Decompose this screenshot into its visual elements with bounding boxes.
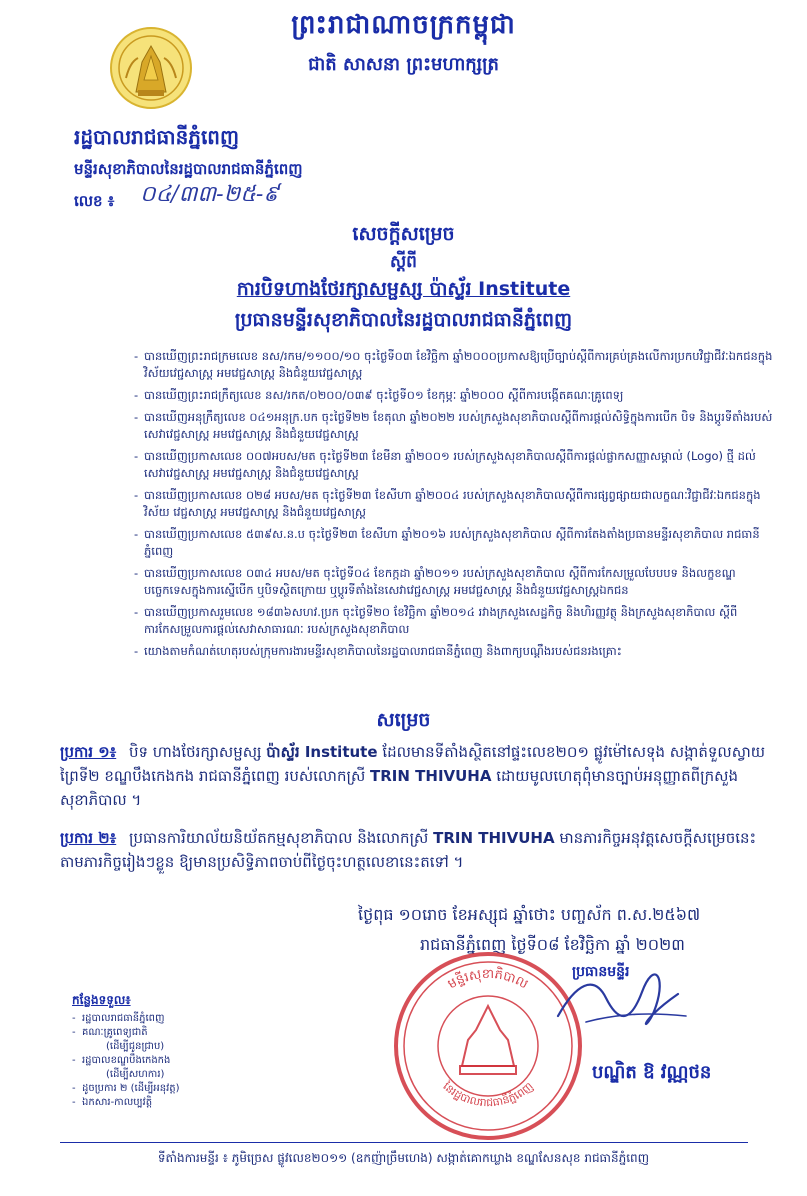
article-1 [60,740,774,812]
document-subject: ការបិទហាងថែរក្សាសម្ផស្ស ប៉ាស្ទ័រ Institute [236,278,571,300]
organization-name: រដ្ឋបាលរាជធានីភ្នំពេញ [74,125,240,149]
decision-heading: សម្រេច [376,709,431,731]
owner-name: TRIN THIVUHA [433,829,555,847]
recipients-list [72,1012,272,1110]
consideration-item: - បានឃើញអនុក្រឹត្យលេខ ០៤១អនុក្រ.បក ចុះថ្ងៃទី២២ ខែតុលា ឆ្នាំ២០២២ របស់ក្រសួងសុខាភិបាលស្តីពីការផ្តល់សិទ្ធិក្នុងការបើក បិទ និងប្តូរទីតាំងរបស់សេវាវេជ្ជសាស្ត្រ អមវេជ្ជសាស្ត្រ និងជំនួយវេជ្ជសាស្ត្រ [136,409,776,443]
article-2-text-before: ប្រធានការិយាល័យនិយ័តកម្មសុខាភិបាល និងលោកស្រី [128,829,429,847]
recipient-item-note: (ដើម្បីជូនជ្រាប) [106,1041,165,1052]
shop-name: ប៉ាស្ទ័រ Institute [266,743,378,761]
seal-text-top: មន្ទីរសុខាភិបាល [445,966,531,993]
recipient-item-note: (ដើម្បីសហការ) [106,1069,165,1080]
article-1-text-after: ដោយមូលហេតុពុំមានច្បាប់អនុញ្ញាតពីក្រសួងសុខាភិបាល ។ [60,767,738,809]
article-1-text-middle: ដែលមានទីតាំងស្ថិតនៅផ្ទះលេខ២០១ ផ្លូវម៉ៅសេទុង សង្កាត់ទួលស្វាយព្រៃទី២ ខណ្ឌបឹងកេងកង រាជធានីភ្នំពេញ របស់លោកស្រី [60,743,766,785]
article-2-text-after: មានភារកិច្ចអនុវត្តសេចក្តីសម្រេចនេះតាមភារកិច្ចរៀងៗខ្លួន ឱ្យមានប្រសិទ្ធិភាពចាប់ពីថ្ងៃចុះហត្ថលេខានេះតទៅ ។ [60,829,757,871]
national-motto: ជាតិ សាសនា ព្រះមហាក្សត្រ [308,54,499,75]
article-1-text-before: បិទ ហាងថែរក្សាសម្ផស្ស [128,743,262,761]
signer-title: ប្រធានមន្ទីរ [572,964,630,980]
emblem-logo-icon [108,22,194,118]
considerations-list [136,348,776,665]
document-about: ស្តីពី [390,252,417,272]
consideration-item: - បានឃើញប្រកាសលេខ ០៣៤ អបស/មត ចុះថ្ងៃទី០៤ ខែកក្កដា ឆ្នាំ២០១១ របស់ក្រសួងសុខាភិបាល ស្តីពីការកែសម្រួលបែបបទ និងលក្ខខណ្ឌបច្ចេកទេសក្នុងការស្នើបើក ឬបិទស្ថិតក្រោយ ឬប្តូរទីតាំងនៃសេវាវេជ្ជសាស្ត្រ អមវេជ្ជសាស្ត្រ និងជំនួយវេជ្ជសាស្ត្រឯកជន [136,565,776,599]
consideration-item: - បានឃើញប្រកាសលេខ ០០៧អបស/មត ចុះថ្ងៃទី២៣ ខែមីនា ឆ្នាំ២០០១ របស់ក្រសួងសុខាភិបាលស្តីពីការផ្តល់ផ្លាកសញ្ញាសម្គាល់ (Logo) ថ្មី ដល់សេវាវេជ្ជសាស្ត្រ អមវេជ្ជសាស្ត្រ និងជំនួយវេជ្ជសាស្ត្រ [136,448,776,482]
consideration-item: - បានឃើញព្រះរាជក្រឹត្យលេខ នស/រកត/០២០០/០៣៩ ចុះថ្ងៃទី០១ ខែកុម្ភៈ ឆ្នាំ២០០០ ស្តីពីការបង្កើតគណៈគ្រូពេទ្យ [136,387,776,404]
department-name: មន្ទីរសុខាភិបាលនៃរដ្ឋបាលរាជធានីភ្នំពេញ [74,160,303,178]
footer-divider [60,1142,748,1143]
footer-address: ទីតាំងការមន្ទីរ ៖ ភូមិច្រេស ផ្លូវលេខ២០១១ (ឧកញ៉ាច្រឹមហេង) សង្កាត់គោកឃ្លាង ខណ្ឌសែនសុខ រាជធានីភ្នំពេញ [157,1151,650,1165]
owner-name: TRIN THIVUHA [370,767,492,785]
svg-text:មន្ទីរសុខាភិបាល [445,965,530,992]
signer-name: បណ្ឌិត ឱ វណ្ណថន [592,1062,712,1083]
lunar-date: ថ្ងៃពុធ ១០រោច ខែអស្សុជ ឆ្នាំថោះ បញ្ចស័ក ព.ស.២៥៦៧ [358,905,701,924]
article-2 [60,826,774,874]
recipient-item: - រដ្ឋបាលខណ្ឌបឹងកេងកង [72,1054,272,1068]
recipient-item: - រដ្ឋបាលរាជធានីភ្នំពេញ [72,1012,272,1026]
reference-label: លេខ ៖ [74,192,115,210]
seal-text-bottom: នៃរដ្ឋបាលរាជធានីភ្នំពេញ [440,1079,536,1110]
kingdom-title: ព្រះរាជាណាចក្រកម្ពុជា [291,10,516,40]
solar-date: រាជធានីភ្នំពេញ ថ្ងៃទី០៨ ខែវិច្ឆិកា ឆ្នាំ ២០២៣ [420,935,685,954]
recipient-item: - ឯកសារ-កាលប្បវត្តិ [72,1096,272,1110]
consideration-item: - យោងតាមកំណត់ហេតុរបស់ក្រុមការងារមន្ទីរសុខាភិបាលនៃរដ្ឋបាលរាជធានីភ្នំពេញ និងពាក្យបណ្តឹងរបស់ជនរងគ្រោះ [136,643,776,660]
consideration-item: - បានឃើញប្រកាសលេខ ០២៨ អបស/មត ចុះថ្ងៃទី២៣ ខែសីហា ឆ្នាំ២០០៤ របស់ក្រសួងសុខាភិបាលស្តីពីការផ្សព្វផ្សាយជាលក្ខណៈវិជ្ជាជីវៈឯកជនក្នុងវិស័យ វេជ្ជសាស្ត្រ អមវេជ្ជសាស្ត្រ និងជំនួយវេជ្ជសាស្ត្រ [136,487,776,521]
article-2-label: ប្រការ ២៖ [60,829,117,847]
recipient-item: - ដូចប្រការ ២ (ដើម្បីអនុវត្ត) [72,1082,272,1096]
consideration-item: - បានឃើញព្រះរាជក្រមលេខ នស/រកម/១១០០/១០ ចុះថ្ងៃទី០៣ ខែវិច្ឆិកា ឆ្នាំ២០០០ប្រកាសឱ្យប្រើច្បាប់ស្តីពីការគ្រប់គ្រងលើការប្រកបវិជ្ជាជីវៈឯកជនក្នុងវិស័យវេជ្ជសាស្ត្រ អមវេជ្ជសាស្ត្រ និងជំនួយវេជ្ជសាស្ត្រ [136,348,776,382]
consideration-item: - បានឃើញប្រកាសលេខ ៥៣៩ស.ន.ប ចុះថ្ងៃទី២៣ ខែសីហា ឆ្នាំ២០១៦ របស់ក្រសួងសុខាភិបាល ស្តីពីការតែងតាំងប្រធានមន្ទីរសុខាភិបាល រាជធានីភ្នំពេញ [136,526,776,560]
recipient-item: - គណៈគ្រូពេទ្យជាតិ [72,1026,272,1040]
consideration-item: - បានឃើញប្រកាសរួមលេខ ១៨៣៦សហវ.ប្រក ចុះថ្ងៃទី២០ ខែវិច្ឆិកា ឆ្នាំ២០១៤ រវាងក្រសួងសេដ្ឋកិច្ច និងហិរញ្ញវត្ថុ និងក្រសួងសុខាភិបាល ស្តីពីការកែសម្រួលការផ្តល់សេវាសាធារណៈ របស់ក្រសួងសុខាភិបាល [136,604,776,638]
article-1-label: ប្រការ ១៖ [60,743,117,761]
document-type: សេចក្តីសម្រេច [352,223,455,245]
reference-number: ០៤/៣៣-២៥-៩ [140,182,279,207]
recipients-title: កន្លែងទទួល៖ [72,993,131,1007]
issuing-authority: ប្រធានមន្ទីរសុខាភិបាលនៃរដ្ឋបាលរាជធានីភ្នំពេញ [234,309,573,331]
